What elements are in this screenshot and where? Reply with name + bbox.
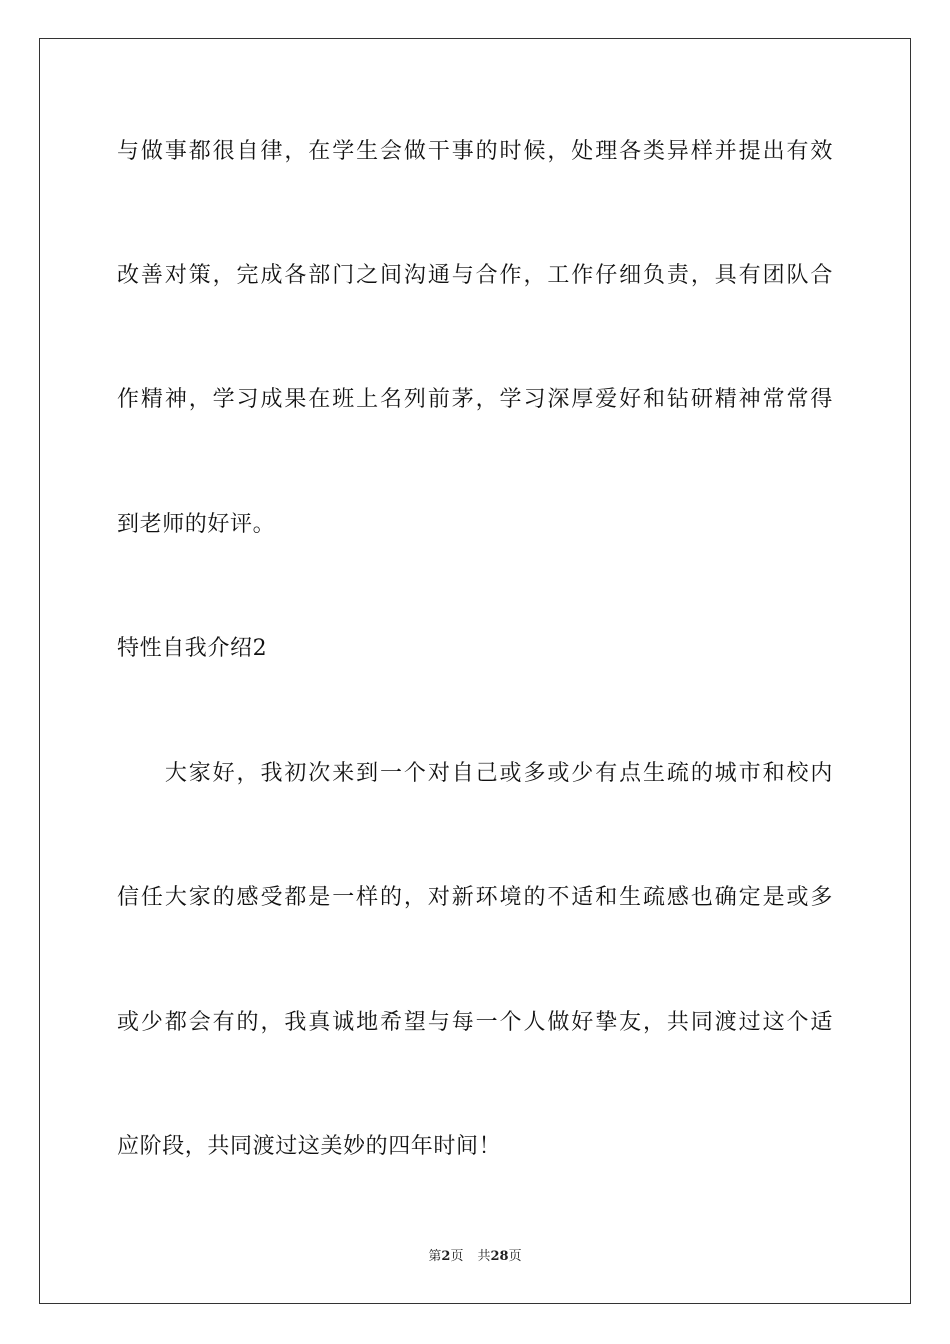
body-line-9: 应阶段，共同渡过这美妙的四年时间！ [117,1134,502,1159]
body-line-3: 作精神，学习成果在班上名列前茅，学习深厚爱好和钻研精神常常得 [117,387,833,412]
page-border [39,38,911,1304]
body-line-2: 改善对策，完成各部门之间沟通与合作，工作仔细负责，具有团队合 [117,263,833,288]
footer-total-prefix: 共 [477,1249,491,1264]
body-line-6: 大家好，我初次来到一个对自己或多或少有点生疏的城市和校内 [117,761,833,786]
footer-page-suffix: 页 [450,1249,464,1264]
body-line-8: 或少都会有的，我真诚地希望与每一个人做好挚友，共同渡过这个适 [117,1010,833,1035]
section-heading: 特性自我介绍2 [117,636,268,661]
footer-page-prefix: 第 [428,1249,442,1264]
body-line-7: 信任大家的感受都是一样的，对新环境的不适和生疏感也确定是或多 [117,885,833,910]
page-footer [0,1248,950,1266]
footer-page-number: 2 [441,1249,451,1264]
body-line-1: 与做事都很自律，在学生会做干事的时候，处理各类异样并提出有效 [117,139,833,164]
footer-total-suffix: 页 [508,1249,522,1264]
body-line-4: 到老师的好评。 [117,512,276,537]
footer-total-pages: 28 [490,1249,509,1264]
